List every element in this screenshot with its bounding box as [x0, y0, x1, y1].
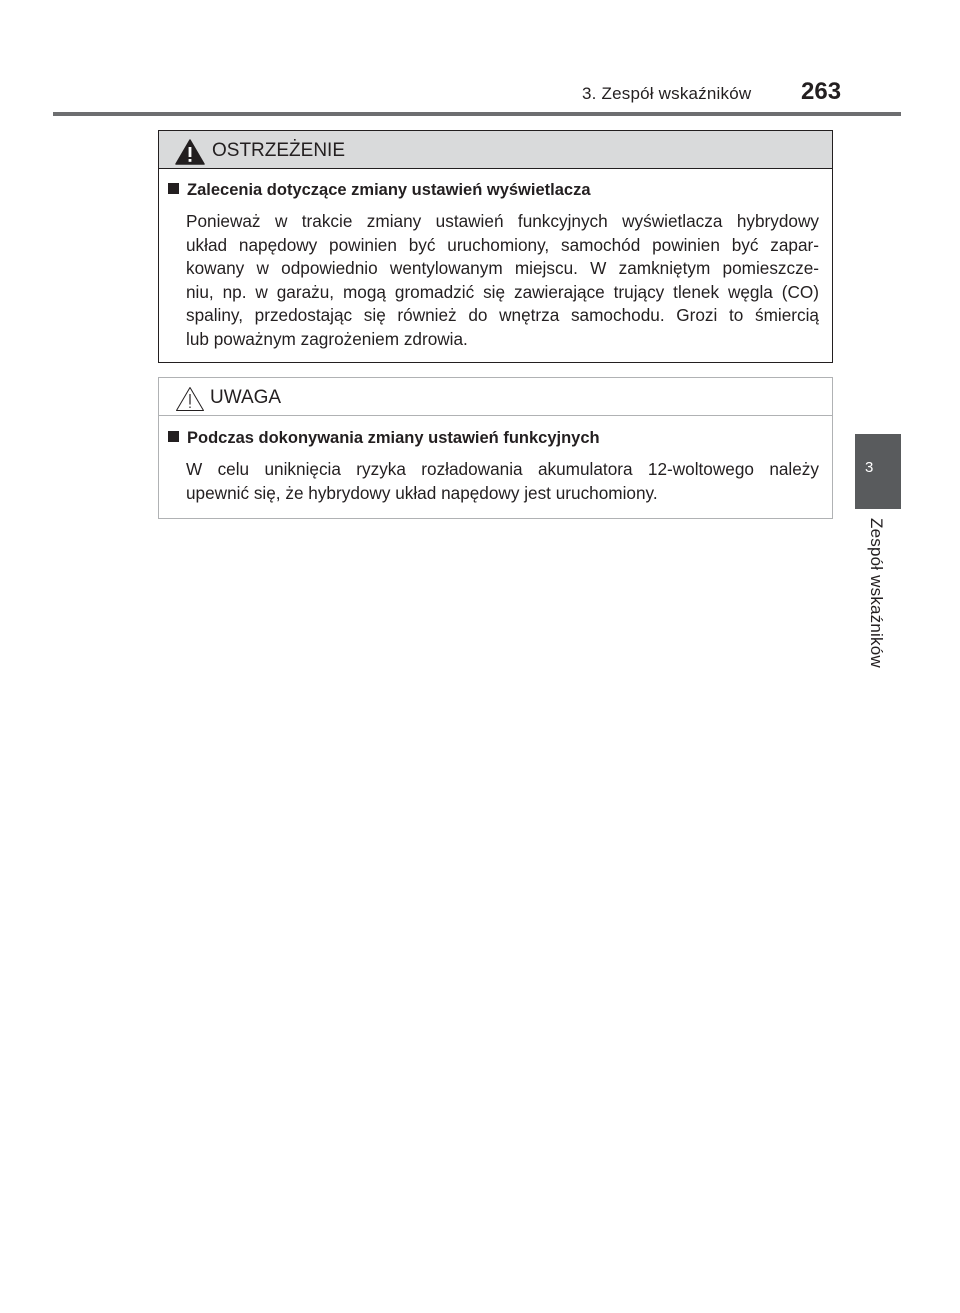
- caution-line: upewnić się, że hybrydowy układ napędowy jest uruchomiony.: [186, 482, 658, 503]
- caution-box-title: UWAGA: [210, 387, 282, 408]
- caution-box: [158, 377, 833, 519]
- header-divider: [53, 112, 901, 116]
- warning-subheading-text: Zalecenia dotyczące zmiany ustawień wyświetlacza: [187, 181, 591, 199]
- square-bullet-icon: [168, 431, 179, 442]
- warning-triangle-filled-icon: [175, 139, 205, 165]
- page-number: 263: [801, 78, 842, 105]
- warning-subheading: [168, 181, 591, 200]
- warning-line: lub poważnym zagrożeniem zdrowia.: [186, 328, 468, 349]
- square-bullet-icon: [168, 183, 179, 194]
- caution-line: W celu uniknięcia ryzyka rozładowania akumulatora 12-woltowego należy: [186, 459, 819, 479]
- warning-paragraph: [186, 210, 819, 352]
- chapter-side-title: Zespół wskaźników: [867, 518, 886, 668]
- warning-box-title: OSTRZEŻENIE: [212, 140, 346, 161]
- warning-box-header: [159, 131, 832, 169]
- caution-subheading: [168, 429, 600, 448]
- caution-subheading-text: Podczas dokonywania zmiany ustawień funkcyjnych: [187, 429, 600, 447]
- chapter-tab: [855, 434, 901, 509]
- caution-box-header: [159, 378, 832, 416]
- warning-line: Ponieważ w trakcie zmiany ustawień funkcyjnych wyświetlacza hybrydowy: [186, 211, 819, 231]
- warning-line: układ napędowy powinien być uruchomiony, samochód powinien być zapar-: [186, 234, 819, 255]
- warning-line: niu, np. w garażu, mogą gromadzić się zawierające trujący tlenek węgla (CO): [186, 281, 819, 302]
- chapter-title: 3. Zespół wskaźników: [582, 84, 752, 103]
- warning-line: kowany w odpowiednio wentylowanym miejscu. W zamkniętym pomieszcze-: [186, 258, 819, 279]
- warning-line: spaliny, przedostając się również do wnętrza samochodu. Grozi to śmiercią: [186, 305, 819, 326]
- warning-box: [158, 130, 833, 363]
- caution-triangle-outline-icon: [175, 386, 205, 412]
- chapter-tab-number: 3: [865, 459, 874, 476]
- caution-paragraph: [186, 458, 819, 505]
